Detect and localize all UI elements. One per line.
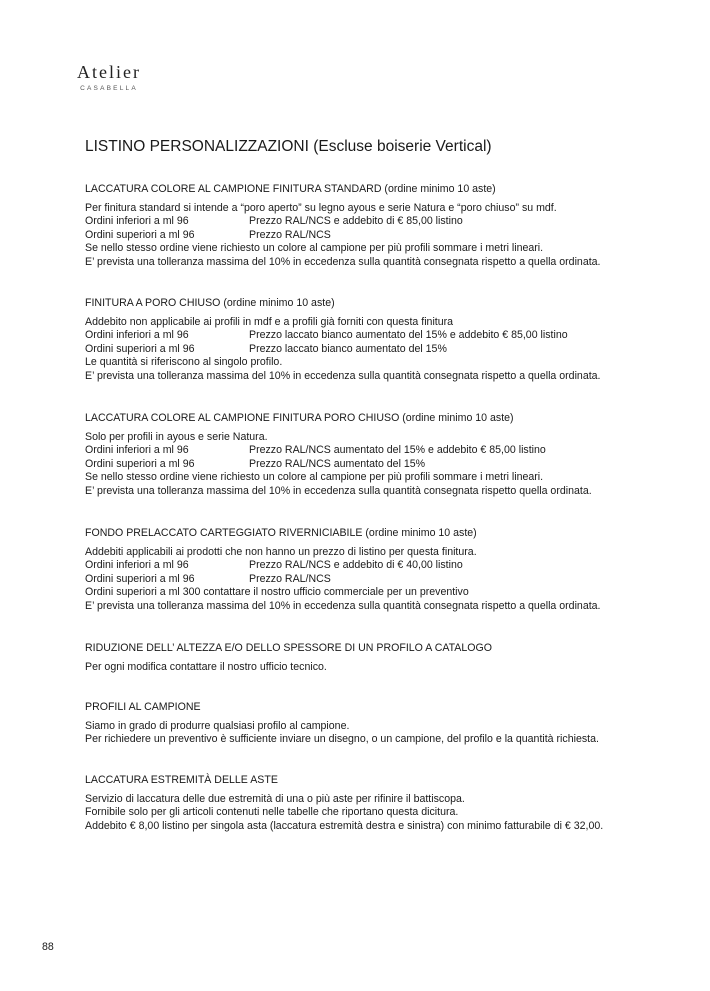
section-line: Siamo in grado di produrre qualsiasi profilo al campione. [85,720,350,732]
section-heading: FINITURA A PORO CHIUSO (ordine minimo 10 aste) [85,297,335,309]
order-condition: Ordini inferiori a ml 96 [85,215,189,228]
order-condition: Ordini superiori a ml 96 [85,457,195,470]
price-row [85,573,685,586]
section-line: E’ prevista una tolleranza massima del 10% in eccedenza sulla quantità consegnata rispetto a quella ordinata. [85,369,601,382]
price-section [85,701,685,747]
section-line: Per richiedere un preventivo è sufficiente inviare un disegno, o un campione, del profilo e la quantità richiesta. [85,733,599,746]
price-row [85,229,685,242]
price-rule: Prezzo RAL/NCS aumentato del 15% e addebito € 85,00 listino [249,444,546,457]
section-line: Addebiti applicabili ai prodotti che non hanno un prezzo di listino per questa finitura. [85,546,477,558]
price-row [85,559,685,572]
price-rule: Prezzo RAL/NCS [249,228,331,241]
brand-name: Atelier [77,62,141,82]
brand-logo [64,62,154,92]
section-line: Ordini superiori a ml 300 contattare il nostro ufficio commerciale per un preventivo [85,586,469,599]
price-section [85,642,685,674]
order-condition: Ordini inferiori a ml 96 [85,559,189,572]
price-rule: Prezzo laccato bianco aumentato del 15% [249,342,447,355]
price-rule: Prezzo laccato bianco aumentato del 15% e addebito € 85,00 listino [249,329,568,342]
price-section [85,774,685,833]
section-line: E’ prevista una tolleranza massima del 10% in eccedenza sulla quantità consegnata rispetto a quella ordinata. [85,599,601,612]
section-heading: PROFILI AL CAMPIONE [85,701,201,713]
price-rule: Prezzo RAL/NCS aumentato del 15% [249,457,426,470]
price-rule: Prezzo RAL/NCS e addebito di € 40,00 listino [249,559,463,572]
section-line: Solo per profili in ayous e serie Natura. [85,431,268,443]
section-line: Per finitura standard si intende a “poro aperto” su legno ayous e serie Natura e “poro chiuso” su mdf. [85,202,557,214]
section-line: Per ogni modifica contattare il nostro ufficio tecnico. [85,661,327,673]
price-rule: Prezzo RAL/NCS [249,572,331,585]
section-line: Se nello stesso ordine viene richiesto un colore al campione per più profili sommare i metri lineari. [85,242,544,255]
section-line: Se nello stesso ordine viene richiesto un colore al campione per più profili sommare i metri lineari. [85,471,544,484]
order-condition: Ordini inferiori a ml 96 [85,444,189,457]
price-section [85,297,685,383]
price-rule: Prezzo RAL/NCS e addebito di € 85,00 listino [249,215,463,228]
section-line: Servizio di laccatura delle due estremità di una o più aste per rifinire il battiscopa. [85,793,465,805]
price-row [85,215,685,228]
section-line: Addebito non applicabile ai profili in mdf e a profili già forniti con questa finitura [85,316,454,328]
section-line: E’ prevista una tolleranza massima del 10% in eccedenza sulla quantità consegnata rispetto a quella ordinata. [85,255,601,268]
section-line: Addebito € 8,00 listino per singola asta (laccatura estremità destra e sinistra) con minimo fatturabile di € 32,00. [85,819,604,832]
section-heading: LACCATURA COLORE AL CAMPIONE FINITURA STANDARD (ordine minimo 10 aste) [85,183,496,195]
section-line: E’ prevista una tolleranza massima del 10% in eccedenza sulla quantità consegnata rispetto quella ordinata. [85,484,592,497]
section-heading: LACCATURA COLORE AL CAMPIONE FINITURA PORO CHIUSO (ordine minimo 10 aste) [85,412,514,424]
page-title: LISTINO PERSONALIZZAZIONI (Escluse boiserie Vertical) [85,138,492,155]
price-row [85,329,685,342]
section-heading: RIDUZIONE DELL’ ALTEZZA E/O DELLO SPESSORE DI UN PROFILO A CATALOGO [85,642,492,654]
price-row [85,458,685,471]
section-heading: LACCATURA ESTREMITÀ DELLE ASTE [85,774,278,786]
order-condition: Ordini superiori a ml 96 [85,572,195,585]
section-heading: FONDO PRELACCATO CARTEGGIATO RIVERNICIABILE (ordine minimo 10 aste) [85,527,477,539]
section-line: Fornibile solo per gli articoli contenuti nelle tabelle che riportano questa dicitura. [85,806,459,819]
price-section [85,527,685,613]
price-row [85,343,685,356]
page-number: 88 [42,941,54,953]
order-condition: Ordini inferiori a ml 96 [85,329,189,342]
order-condition: Ordini superiori a ml 96 [85,342,195,355]
price-section [85,412,685,498]
section-line: Le quantità si riferiscono al singolo profilo. [85,356,283,369]
brand-subtitle: CASABELLA [80,85,138,92]
order-condition: Ordini superiori a ml 96 [85,228,195,241]
price-row [85,444,685,457]
price-section [85,183,685,269]
